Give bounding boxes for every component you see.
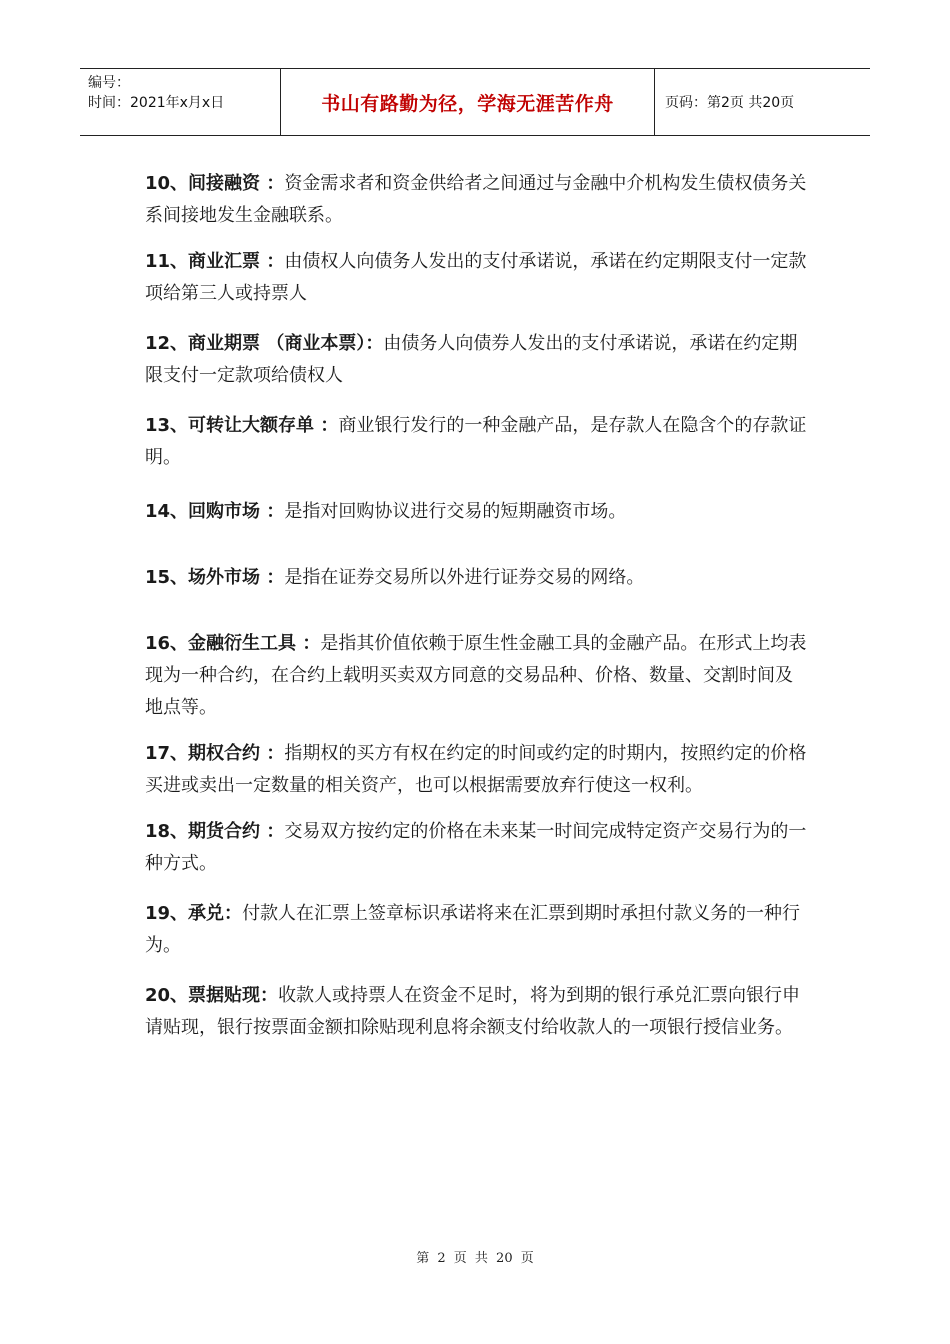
entry-term: 16、金融衍生工具 ：: [145, 633, 321, 654]
entry-definition: 是指在证券交易所以外进行证券交易的网络。: [284, 567, 645, 588]
entry-term: 15、场外市场 ：: [145, 567, 285, 588]
entry-definition: 是指其价值依赖于原生性金融工具的金融产品。在形式上均表现为一种合约，在合约上载明买卖双方同意的交易品种、价格、数量、交割时间及地点等。: [145, 633, 807, 718]
entry-definition: 资金需求者和资金供给者之间通过与金融中介机构发生债权债务关系间接地发生金融联系。: [145, 173, 807, 226]
serial-number-label: 编号：: [88, 75, 130, 91]
entry-definition: 付款人在汇票上签章标识承诺将来在汇票到期时承担付款义务的一种行为。: [145, 903, 801, 956]
entry-term: 13、可转让大额存单 ：: [145, 415, 339, 436]
glossary-content: [145, 168, 810, 1044]
glossary-entry: [145, 562, 810, 594]
header-meta-cell: [80, 69, 281, 135]
entry-definition: 商业银行发行的一种金融产品，是存款人在隐含个的存款证明。: [145, 415, 807, 468]
entry-term: 18、期货合约 ：: [145, 821, 285, 842]
entry-term: 10、间接融资 ：: [145, 173, 285, 194]
entry-term: 19、承兑：: [145, 903, 243, 924]
glossary-entry: [145, 410, 810, 474]
glossary-entry: [145, 816, 810, 880]
entry-term: 11、商业汇票 ：: [145, 251, 285, 272]
header-motto: 书山有路勤为径，学海无涯苦作舟: [281, 69, 655, 135]
entry-term: 17、期权合约 ：: [145, 743, 285, 764]
glossary-entry: [145, 246, 810, 310]
glossary-entry: [145, 496, 810, 528]
date-label: 时间：2021年x月x日: [88, 95, 225, 111]
glossary-entry: [145, 628, 810, 724]
entry-definition: 交易双方按约定的价格在未来某一时间完成特定资产交易行为的一种方式。: [145, 821, 807, 874]
header-page-info: 页码：第2页 共20页: [665, 95, 795, 111]
glossary-entry: [145, 898, 810, 962]
entry-definition: 由债权人向债务人发出的支付承诺说，承诺在约定期限支付一定款项给第三人或持票人: [145, 251, 807, 304]
document-header: [80, 68, 870, 136]
glossary-entry: [145, 738, 810, 802]
entry-term: 20、票据贴现：: [145, 985, 279, 1006]
entry-term: 12、商业期票 （商业本票）：: [145, 333, 384, 354]
entry-definition: 收款人或持票人在资金不足时，将为到期的银行承兑汇票向银行申请贴现，银行按票面金额扣除贴现利息将余额支付给收款人的一项银行授信业务。: [145, 985, 801, 1038]
glossary-entry: [145, 980, 810, 1044]
page-footer: 第 2 页 共 20 页: [416, 1251, 534, 1266]
glossary-entry: [145, 328, 810, 392]
entry-definition: 指期权的买方有权在约定的时间或约定的时期内，按照约定的价格买进或卖出一定数量的相关资产，也可以根据需要放弃行使这一权利。: [145, 743, 807, 796]
glossary-entry: [145, 168, 810, 232]
entry-term: 14、回购市场 ：: [145, 501, 285, 522]
entry-definition: 由债务人向债券人发出的支付承诺说，承诺在约定期限支付一定款项给债权人: [145, 333, 798, 386]
entry-definition: 是指对回购协议进行交易的短期融资市场。: [284, 501, 627, 522]
